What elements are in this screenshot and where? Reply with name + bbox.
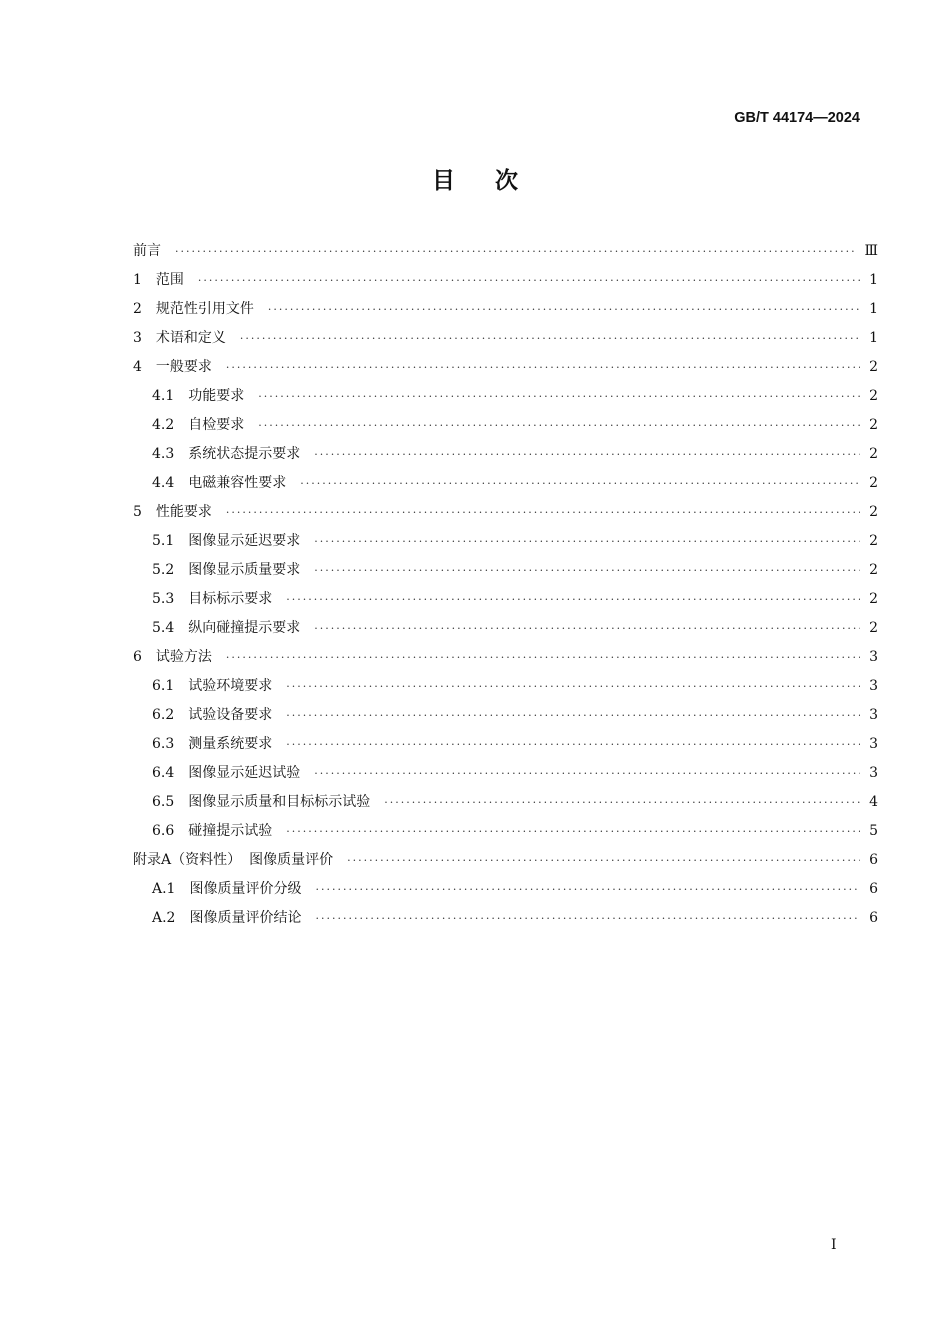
toc-entry-number: 4.3 [152,446,175,462]
toc-entry[interactable] [133,617,878,646]
toc-entry[interactable] [133,733,878,762]
toc-entry-page: 2 [869,446,878,462]
toc-entry-page: 1 [869,301,878,317]
toc-entry-number: 3 [133,330,142,346]
toc-entry-page: 6 [869,881,878,897]
toc-entry[interactable] [133,356,878,385]
dot-leader [198,274,860,287]
toc-entry-number: 4.1 [152,388,175,404]
page-title: 目次 [432,168,558,194]
toc-entry[interactable] [133,675,878,704]
dot-leader [286,593,860,606]
toc-entry-number: 4 [133,359,142,375]
toc-entry[interactable] [133,298,878,327]
toc-entry-page: 6 [869,910,878,926]
toc-entry-number: 2 [133,301,142,317]
toc-entry-label: 目标标示要求 [188,591,273,607]
dot-leader [226,651,860,664]
toc-entry-label: 前言 [133,243,161,259]
toc-entry-label: 图像显示质量要求 [188,562,301,578]
toc-entry-label: 图像质量评价结论 [189,910,302,926]
toc-entry-number: 6 [133,649,142,665]
toc-entry[interactable] [133,646,878,675]
toc-entry-page: 1 [869,330,878,346]
toc-entry[interactable] [133,878,878,907]
toc-entry-page: 2 [869,591,878,607]
toc-entry-label: 图像显示延迟试验 [188,765,301,781]
toc-entry-label: 图像显示延迟要求 [188,533,301,549]
dot-leader [286,738,860,751]
toc-entry-label: 电磁兼容性要求 [188,475,287,491]
toc-entry[interactable] [133,240,878,269]
page-number: Ⅰ [831,1237,837,1253]
toc-entry-number: A.1 [152,881,176,897]
toc-entry-label: 测量系统要求 [188,736,273,752]
toc-entry-page: 3 [869,649,878,665]
toc-entry[interactable] [133,559,878,588]
toc-entry-label: 功能要求 [188,388,245,404]
toc-entry[interactable] [133,588,878,617]
toc-entry[interactable] [133,762,878,791]
toc-entry[interactable] [133,820,878,849]
toc-entry-label: 试验方法 [155,649,212,665]
toc-entry[interactable] [133,472,878,501]
toc-entry[interactable] [133,414,878,443]
dot-leader [314,535,860,548]
dot-leader [347,854,860,867]
toc-entry-label: 一般要求 [155,359,212,375]
toc-entry-label: 规范性引用文件 [155,301,254,317]
dot-leader [226,506,860,519]
dot-leader [258,419,860,432]
toc-entry-page: 3 [869,707,878,723]
toc-entry-number: 6.2 [152,707,175,723]
toc-entry-number: 1 [133,272,142,288]
table-of-contents [133,240,878,936]
toc-entry-page: 6 [869,852,878,868]
toc-entry[interactable] [133,907,878,936]
toc-entry-page: 2 [869,359,878,375]
toc-entry-label: 图像质量评价分级 [189,881,302,897]
toc-entry-label: 范围 [155,272,184,288]
toc-entry-number: 6.5 [152,794,175,810]
toc-entry-number: 6.6 [152,823,175,839]
toc-entry-label: 术语和定义 [155,330,226,346]
dot-leader [226,361,860,374]
toc-entry-label: 纵向碰撞提示要求 [188,620,301,636]
toc-entry-page: 3 [869,736,878,752]
toc-entry[interactable] [133,501,878,530]
toc-entry-number: 6.1 [152,678,175,694]
toc-entry-label: 碰撞提示试验 [188,823,273,839]
toc-entry-label: 系统状态提示要求 [188,446,301,462]
toc-entry-number: 5.4 [152,620,175,636]
toc-entry-page: Ⅲ [864,243,878,259]
toc-entry-page: 5 [869,823,878,839]
toc-entry-page: 3 [869,765,878,781]
toc-entry-page: 2 [869,620,878,636]
toc-entry-label: 图像显示质量和目标标示试验 [188,794,371,810]
toc-entry-page: 2 [869,417,878,433]
toc-entry-label: 试验设备要求 [188,707,273,723]
toc-entry-page: 2 [869,562,878,578]
toc-entry-label: 图像质量评价 [249,852,334,868]
dot-leader [384,796,860,809]
toc-entry[interactable] [133,849,878,878]
dot-leader [258,390,860,403]
toc-entry[interactable] [133,791,878,820]
toc-entry-page: 3 [869,678,878,694]
dot-leader [175,245,856,258]
toc-entry-page: 2 [869,504,878,520]
toc-entry-number: 附录A（资料性） [133,852,242,868]
toc-entry[interactable] [133,530,878,559]
dot-leader [286,680,860,693]
toc-entry-number: 6.4 [152,765,175,781]
dot-leader [286,825,860,838]
toc-entry-label: 自检要求 [188,417,245,433]
dot-leader [240,332,860,345]
toc-entry-number: 4.4 [152,475,175,491]
toc-entry[interactable] [133,443,878,472]
toc-entry-number: 5 [133,504,142,520]
dot-leader [268,303,860,316]
toc-entry[interactable] [133,327,878,356]
dot-leader [314,448,860,461]
dot-leader [286,709,860,722]
toc-entry[interactable] [133,704,878,733]
dot-leader [314,564,860,577]
toc-entry-page: 1 [869,272,878,288]
standard-code: GB/T 44174—2024 [734,110,860,126]
toc-entry-label: 试验环境要求 [188,678,273,694]
toc-entry[interactable] [133,385,878,414]
dot-leader [300,477,860,490]
toc-entry-page: 2 [869,475,878,491]
toc-entry-number: 5.3 [152,591,175,607]
toc-entry[interactable] [133,269,878,298]
toc-entry-page: 4 [869,794,878,810]
dot-leader [314,622,860,635]
toc-entry-label: 性能要求 [155,504,212,520]
toc-entry-page: 2 [869,388,878,404]
dot-leader [315,912,860,925]
toc-entry-page: 2 [869,533,878,549]
dot-leader [315,883,860,896]
dot-leader [314,767,860,780]
toc-entry-number: A.2 [152,910,176,926]
toc-entry-number: 5.2 [152,562,175,578]
toc-entry-number: 6.3 [152,736,175,752]
toc-entry-number: 5.1 [152,533,175,549]
toc-entry-number: 4.2 [152,417,175,433]
